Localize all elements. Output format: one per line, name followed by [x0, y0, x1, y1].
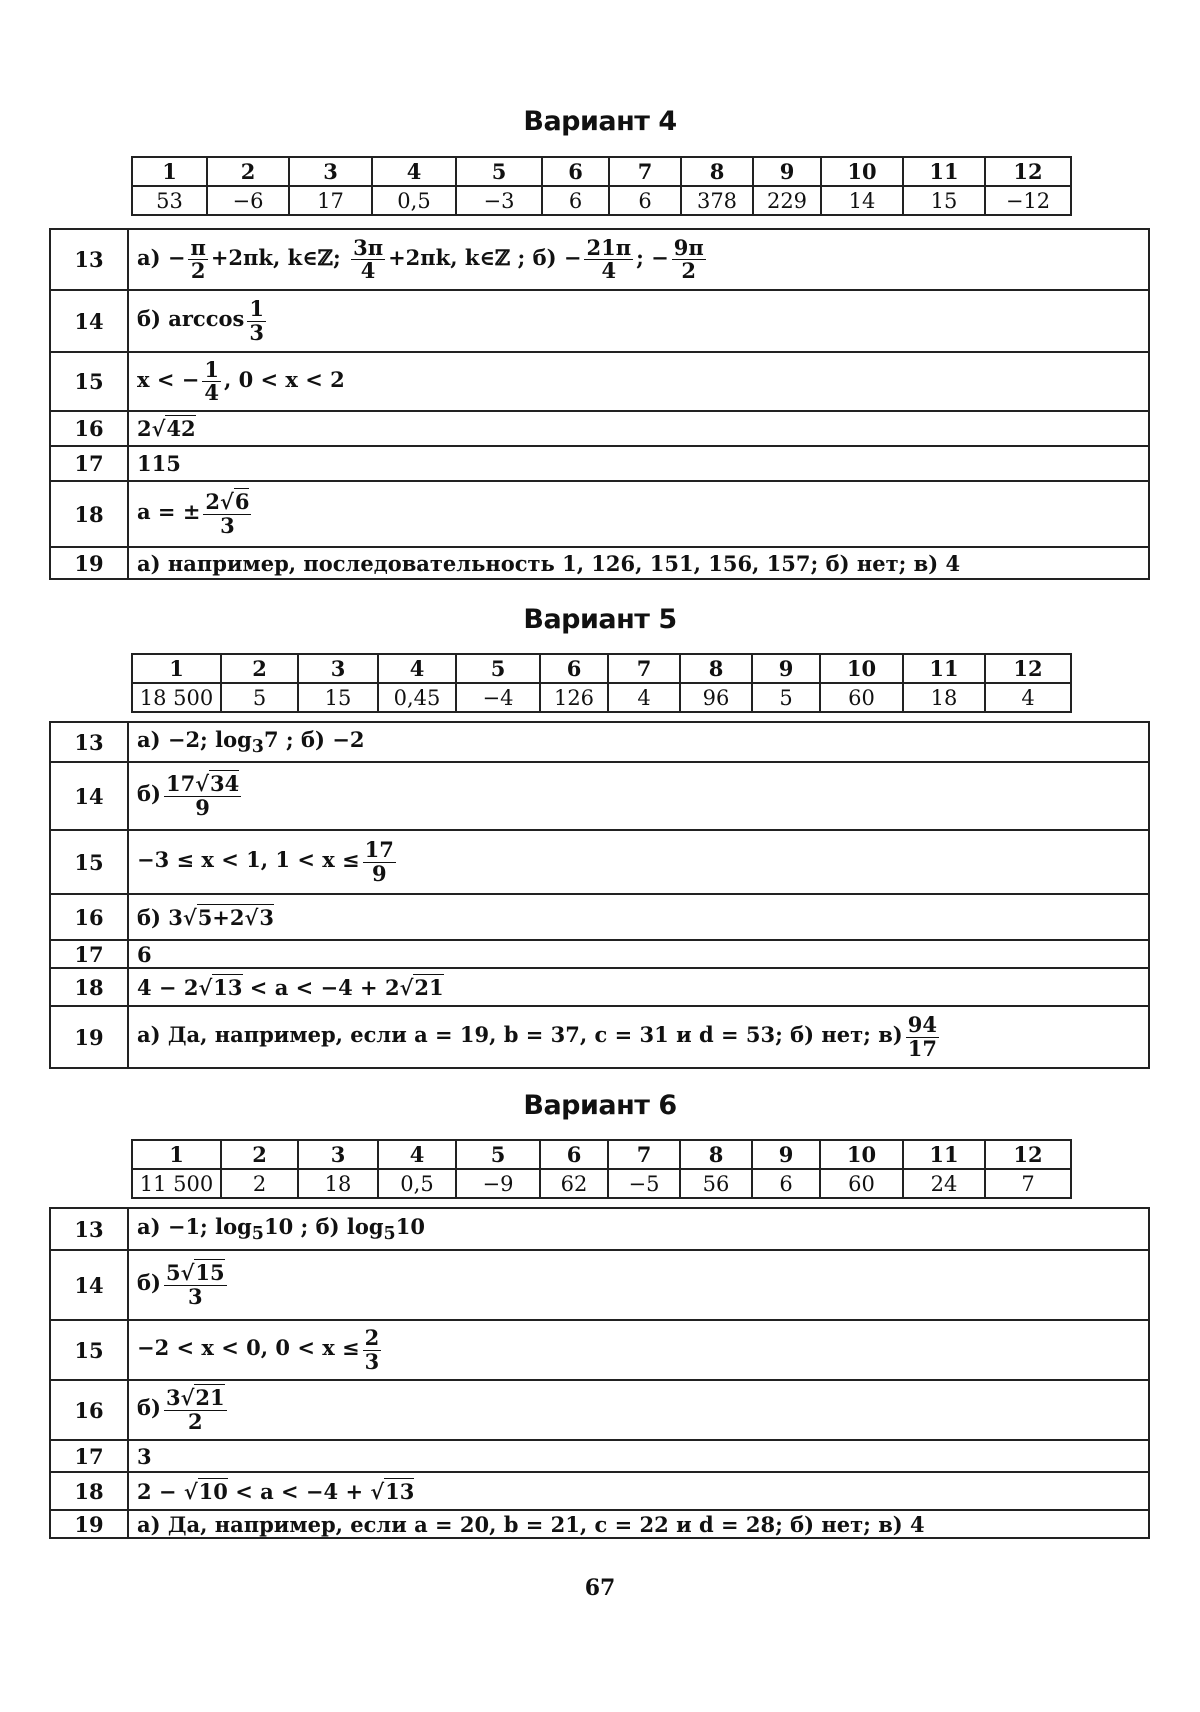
task-answer: б) $\frac{17√34}{9}$ — [128, 762, 1149, 830]
task-number: 16 — [50, 411, 128, 446]
task-number: 17 — [50, 446, 128, 481]
task-answer: 6 — [609, 186, 681, 215]
task-number: 18 — [50, 968, 128, 1006]
task-number: 15 — [50, 1320, 128, 1380]
task-number: 13 — [50, 722, 128, 762]
task-answer: 60 — [820, 683, 903, 712]
task-number: 7 — [608, 1140, 680, 1169]
task-answer: 14 — [821, 186, 903, 215]
task-number: 13 — [50, 229, 128, 290]
task-answer: −3 ≤ x < 1, 1 < x ≤ $\frac{17}{9}$ — [128, 830, 1149, 894]
task-answer: 4 − 2√13 < a < −4 + 2√21 — [128, 968, 1149, 1006]
task-answer: 229 — [753, 186, 821, 215]
task-number: 7 — [609, 157, 681, 186]
task-number: 3 — [298, 1140, 378, 1169]
task-number: 18 — [50, 1472, 128, 1510]
short-answers-table — [131, 156, 1072, 216]
task-answer: а) −1; $\log_510$ ; б) $\log_510$ — [128, 1208, 1149, 1250]
task-answer: 15 — [903, 186, 985, 215]
task-answer: −9 — [456, 1169, 540, 1198]
task-number: 1 — [132, 157, 207, 186]
task-answer: 11 500 — [132, 1169, 221, 1198]
task-number: 11 — [903, 654, 985, 683]
task-number: 13 — [50, 1208, 128, 1250]
task-answer: б) 3√5+2√3 — [128, 894, 1149, 940]
task-number: 2 — [221, 654, 298, 683]
long-answers-table — [49, 228, 1150, 580]
task-answer: б) arccos $\frac{1}{3}$ — [128, 290, 1149, 352]
task-number: 14 — [50, 1250, 128, 1320]
task-number: 4 — [378, 654, 456, 683]
task-number: 16 — [50, 894, 128, 940]
task-number: 9 — [753, 157, 821, 186]
task-answer: б) $\frac{3√21}{2}$ — [128, 1380, 1149, 1440]
task-number: 8 — [681, 157, 753, 186]
task-answer: x < − $\frac{1}{4}$ , 0 < x < 2 — [128, 352, 1149, 411]
task-answer: 60 — [820, 1169, 903, 1198]
task-answer: −4 — [456, 683, 540, 712]
task-answer: 96 — [680, 683, 752, 712]
task-number: 1 — [132, 1140, 221, 1169]
short-answers-table — [131, 653, 1072, 713]
long-answers-table — [49, 721, 1150, 1069]
task-answer: а) − $\frac{\pi}{2}$ +2πk, k∈ℤ; $\frac{3\pi}{4}$ +2πk, k∈ℤ ; б) − $\frac{21\pi}{4}$ ; − $\frac{9\pi}{2}$ — [128, 229, 1149, 290]
long-answers-table — [49, 1207, 1150, 1539]
task-number: 9 — [752, 654, 820, 683]
page-number: 67 — [584, 1575, 616, 1601]
task-answer: 2 — [221, 1169, 298, 1198]
task-number: 1 — [132, 654, 221, 683]
task-answer: 0,45 — [378, 683, 456, 712]
task-answer: 126 — [540, 683, 608, 712]
task-number: 8 — [680, 654, 752, 683]
task-number: 17 — [50, 1440, 128, 1472]
task-number: 10 — [820, 654, 903, 683]
task-answer: 6 — [542, 186, 609, 215]
task-answer: 4 — [985, 683, 1071, 712]
task-number: 6 — [540, 654, 608, 683]
task-number: 9 — [752, 1140, 820, 1169]
task-answer: 5 — [752, 683, 820, 712]
task-number: 8 — [680, 1140, 752, 1169]
task-answer: 0,5 — [372, 186, 456, 215]
task-answer: −12 — [985, 186, 1071, 215]
task-number: 19 — [50, 1510, 128, 1538]
task-number: 2 — [221, 1140, 298, 1169]
task-answer: 15 — [298, 683, 378, 712]
task-number: 11 — [903, 157, 985, 186]
task-answer: −3 — [456, 186, 542, 215]
task-answer: 6 — [128, 940, 1149, 968]
task-answer: −2 < x < 0, 0 < x ≤ $\frac{2}{3}$ — [128, 1320, 1149, 1380]
task-number: 19 — [50, 547, 128, 579]
task-answer: 3 — [128, 1440, 1149, 1472]
task-answer: −6 — [207, 186, 289, 215]
task-number: 4 — [372, 157, 456, 186]
task-answer: 53 — [132, 186, 207, 215]
task-answer: 2 − √10 < a < −4 + √13 — [128, 1472, 1149, 1510]
task-number: 5 — [456, 157, 542, 186]
task-answer: а) Да, например, если a = 20, b = 21, c = 22 и d = 28; б) нет; в) 4 — [128, 1510, 1149, 1538]
task-number: 10 — [820, 1140, 903, 1169]
task-number: 16 — [50, 1380, 128, 1440]
task-number: 17 — [50, 940, 128, 968]
task-number: 11 — [903, 1140, 985, 1169]
task-number: 12 — [985, 654, 1071, 683]
task-answer: 4 — [608, 683, 680, 712]
task-answer: 18 — [903, 683, 985, 712]
task-answer: −5 — [608, 1169, 680, 1198]
task-answer: а) −2; $\log_37$ ; б) −2 — [128, 722, 1149, 762]
task-number: 18 — [50, 481, 128, 547]
variant-title: Вариант 5 — [523, 604, 677, 635]
task-number: 5 — [456, 654, 540, 683]
task-number: 14 — [50, 290, 128, 352]
task-answer: 378 — [681, 186, 753, 215]
task-answer: 7 — [985, 1169, 1071, 1198]
short-answers-table — [131, 1139, 1072, 1199]
task-number: 12 — [985, 157, 1071, 186]
task-answer: 18 — [298, 1169, 378, 1198]
task-answer: 6 — [752, 1169, 820, 1198]
task-answer: 62 — [540, 1169, 608, 1198]
task-answer: а) Да, например, если a = 19, b = 37, c = 31 и d = 53; б) нет; в) $\frac{94}{17}$ — [128, 1006, 1149, 1068]
task-number: 7 — [608, 654, 680, 683]
task-answer: б) $\frac{5√15}{3}$ — [128, 1250, 1149, 1320]
task-number: 19 — [50, 1006, 128, 1068]
variant-title: Вариант 6 — [523, 1090, 677, 1121]
task-answer: a = ± $\frac{2√6}{3}$ — [128, 481, 1149, 547]
task-answer: а) например, последовательность 1, 126, 151, 156, 157; б) нет; в) 4 — [128, 547, 1149, 579]
task-number: 12 — [985, 1140, 1071, 1169]
task-number: 6 — [542, 157, 609, 186]
task-number: 5 — [456, 1140, 540, 1169]
task-answer: 24 — [903, 1169, 985, 1198]
task-answer: 115 — [128, 446, 1149, 481]
task-answer: 17 — [289, 186, 372, 215]
task-number: 15 — [50, 830, 128, 894]
task-answer: 56 — [680, 1169, 752, 1198]
task-answer: 0,5 — [378, 1169, 456, 1198]
task-number: 2 — [207, 157, 289, 186]
task-number: 15 — [50, 352, 128, 411]
task-answer: 18 500 — [132, 683, 221, 712]
task-number: 3 — [298, 654, 378, 683]
task-answer: 2√42 — [128, 411, 1149, 446]
task-number: 14 — [50, 762, 128, 830]
task-number: 4 — [378, 1140, 456, 1169]
task-number: 10 — [821, 157, 903, 186]
variant-title: Вариант 4 — [523, 106, 677, 137]
task-number: 3 — [289, 157, 372, 186]
task-answer: 5 — [221, 683, 298, 712]
task-number: 6 — [540, 1140, 608, 1169]
